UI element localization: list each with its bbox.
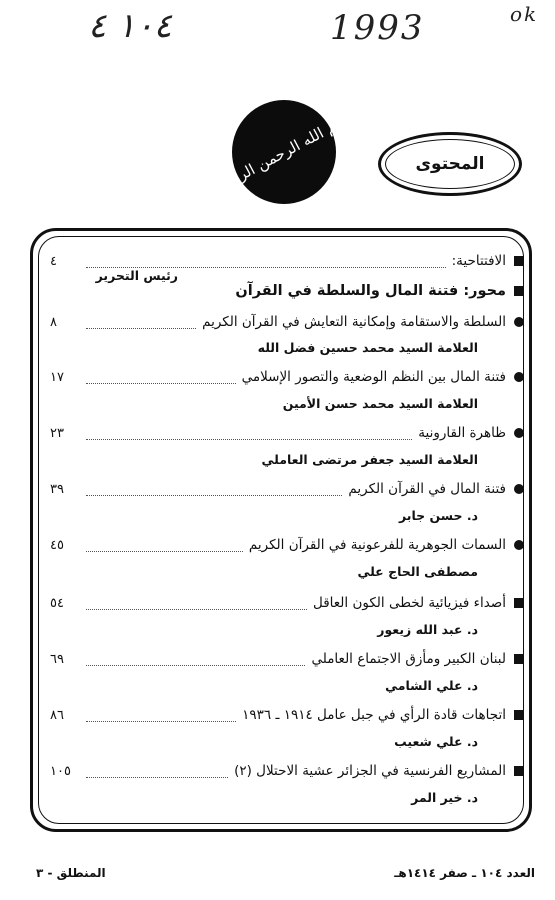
toc-entry-title: السلطة والاستقامة وإمكانية التعايش في القرآن الكريم [202,314,506,330]
square-bullet-icon [514,286,524,296]
dot-leader [86,255,446,268]
dot-leader [86,597,307,610]
toc-page-number: ١٧ [50,369,64,385]
toc-entry-4[interactable] [50,422,524,444]
round-bullet-icon [514,484,524,494]
square-bullet-icon [514,598,524,608]
toc-entry-author: د. عبد الله زيعور [377,622,478,637]
dot-leader [86,539,243,552]
round-bullet-icon [514,428,524,438]
toc-entry-3[interactable] [50,366,524,388]
toc-section-title: محور: فتنة المال والسلطة في القرآن [235,283,506,299]
square-bullet-icon [514,256,524,266]
toc-entry-author: د. علي شعيب [394,734,478,749]
toc-entry-author: العلامة السيد محمد حسين فضل الله [257,340,478,355]
page-title: المحتوى [415,154,485,174]
toc-entry-title: الافتتاحية: [451,253,506,269]
dot-leader [86,653,305,666]
round-bullet-icon [514,540,524,550]
toc-entry-title: أصداء فيزيائية لخطى الكون العاقل [312,595,506,611]
toc-page-number: ٤ [50,253,57,269]
footer-issue-date: العدد ١٠٤ ـ صفر ١٤١٤هـ [394,866,535,880]
square-bullet-icon [514,710,524,720]
toc-entry-author: د. خير المر [411,790,478,805]
contents-title-badge [378,132,522,196]
toc-entry-title: المشاريع الفرنسية في الجزائر عشية الاحتلال (٢) [234,763,506,779]
toc-entry-7[interactable] [50,592,524,614]
dot-leader [86,316,196,329]
toc-entry-title: فتنة المال بين النظم الوضعية والتصور الإسلامي [241,369,506,385]
toc-entry-title: ظاهرة القارونية [418,425,506,441]
handwritten-ok-mark: ok [510,2,539,26]
toc-entry-title: لبنان الكبير ومأزق الاجتماع العاملي [311,651,506,667]
dot-leader [86,483,342,496]
toc-page-number: ٦٩ [50,651,64,667]
toc-entry-author: رئيس التحرير [95,268,178,283]
dot-leader [86,427,412,440]
round-bullet-icon [514,317,524,327]
toc-entry-author: د. حسن جابر [398,508,478,523]
dot-leader [86,371,236,384]
dot-leader [86,765,228,778]
toc-page-number: ٨ [50,314,57,330]
basmala-text: بسم الله الرحمن الرحيم [213,108,355,196]
toc-entry-author: العلامة السيد محمد حسن الأمين [282,396,478,411]
toc-page-number: ٣٩ [50,481,64,497]
toc-entry-5[interactable] [50,478,524,500]
toc-entry-author: العلامة السيد جعفر مرتضى العاملي [261,452,478,467]
toc-entry-author: د. علي الشامي [385,678,478,693]
footer-magazine-page: المنطلق - ٣ [36,866,106,880]
toc-page-number: ٤٥ [50,537,64,553]
square-bullet-icon [514,766,524,776]
toc-entry-10[interactable] [50,760,524,782]
toc-entry-title: اتجاهات قادة الرأي في جبل عامل ١٩١٤ ـ ١٩٣٦ [242,707,506,723]
toc-entry-9[interactable] [50,704,524,726]
dot-leader [86,709,236,722]
toc-page-number: ٥٤ [50,595,64,611]
toc-entry-2[interactable] [50,311,524,333]
round-bullet-icon [514,372,524,382]
toc-entry-author: مصطفى الحاج علي [357,564,478,579]
handwritten-issue-number: ١٠٤ ٤ [88,6,172,46]
toc-page-number: ١٠٥ [50,763,71,779]
toc-entry-8[interactable] [50,648,524,670]
toc-entry-title: السمات الجوهرية للفرعونية في القرآن الكريم [248,537,506,553]
handwritten-year: 1993 [330,8,425,48]
toc-entry-6[interactable] [50,534,524,556]
toc-section-heading [50,280,524,302]
toc-page-number: ٢٣ [50,425,64,441]
toc-page-number: ٨٦ [50,707,64,723]
square-bullet-icon [514,654,524,664]
toc-entry-title: فتنة المال في القرآن الكريم [348,481,506,497]
basmala-seal [213,100,355,204]
